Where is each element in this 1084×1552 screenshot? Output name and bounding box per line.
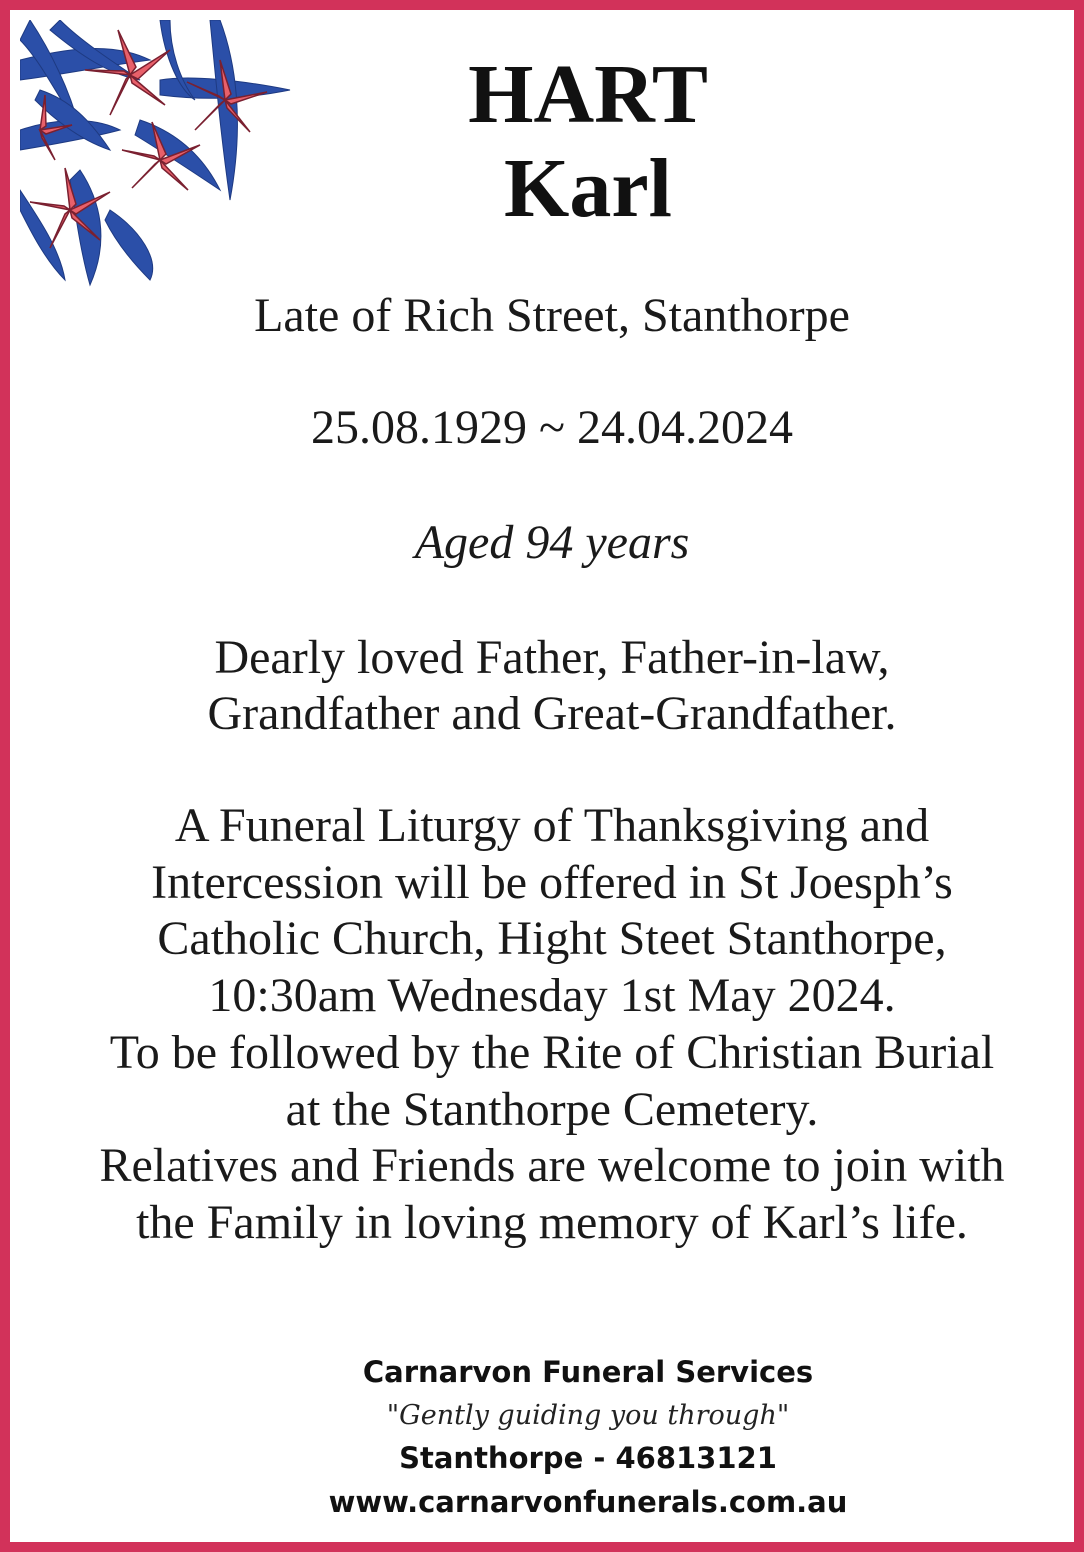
surname: HART [468, 48, 708, 141]
family-line: Dearly loved Father, Father-in-law, [214, 631, 890, 684]
funeral-director-phone: Stanthorpe - 46813121 [399, 1441, 777, 1475]
family-relationships [10, 630, 1084, 742]
family-line: Grandfather and Great-Grandfather. [207, 687, 897, 740]
funeral-line: A Funeral Liturgy of Thanksgiving and [174, 799, 930, 852]
funeral-line: 10:30am Wednesday 1st May 2024. [208, 969, 896, 1023]
funeral-line: at the Stanthorpe Cemetery. [285, 1082, 819, 1136]
funeral-director-tagline: "Gently guiding you through" [386, 1400, 790, 1431]
first-name: Karl [504, 142, 672, 235]
age: Aged 94 years [414, 516, 690, 569]
funeral-line: the Family in loving memory of Karl’s life. [136, 1195, 968, 1249]
residence: Late of Rich Street, Stanthorpe [254, 289, 850, 342]
funeral-line: Catholic Church, Hight Steet Stanthorpe, [157, 912, 947, 966]
funeral-line: Relatives and Friends are welcome to join with [99, 1139, 1005, 1193]
funeral-line: To be followed by the Rite of Christian Burial [109, 1025, 995, 1079]
life-dates: 25.08.1929 ~ 24.04.2024 [311, 401, 793, 454]
funeral-line: Intercession will be offered in St Joesph’s [151, 855, 953, 909]
funeral-director-website[interactable]: www.carnarvonfunerals.com.au [328, 1485, 848, 1519]
funeral-details [10, 798, 1084, 1252]
funeral-director-name: Carnarvon Funeral Services [362, 1355, 814, 1389]
